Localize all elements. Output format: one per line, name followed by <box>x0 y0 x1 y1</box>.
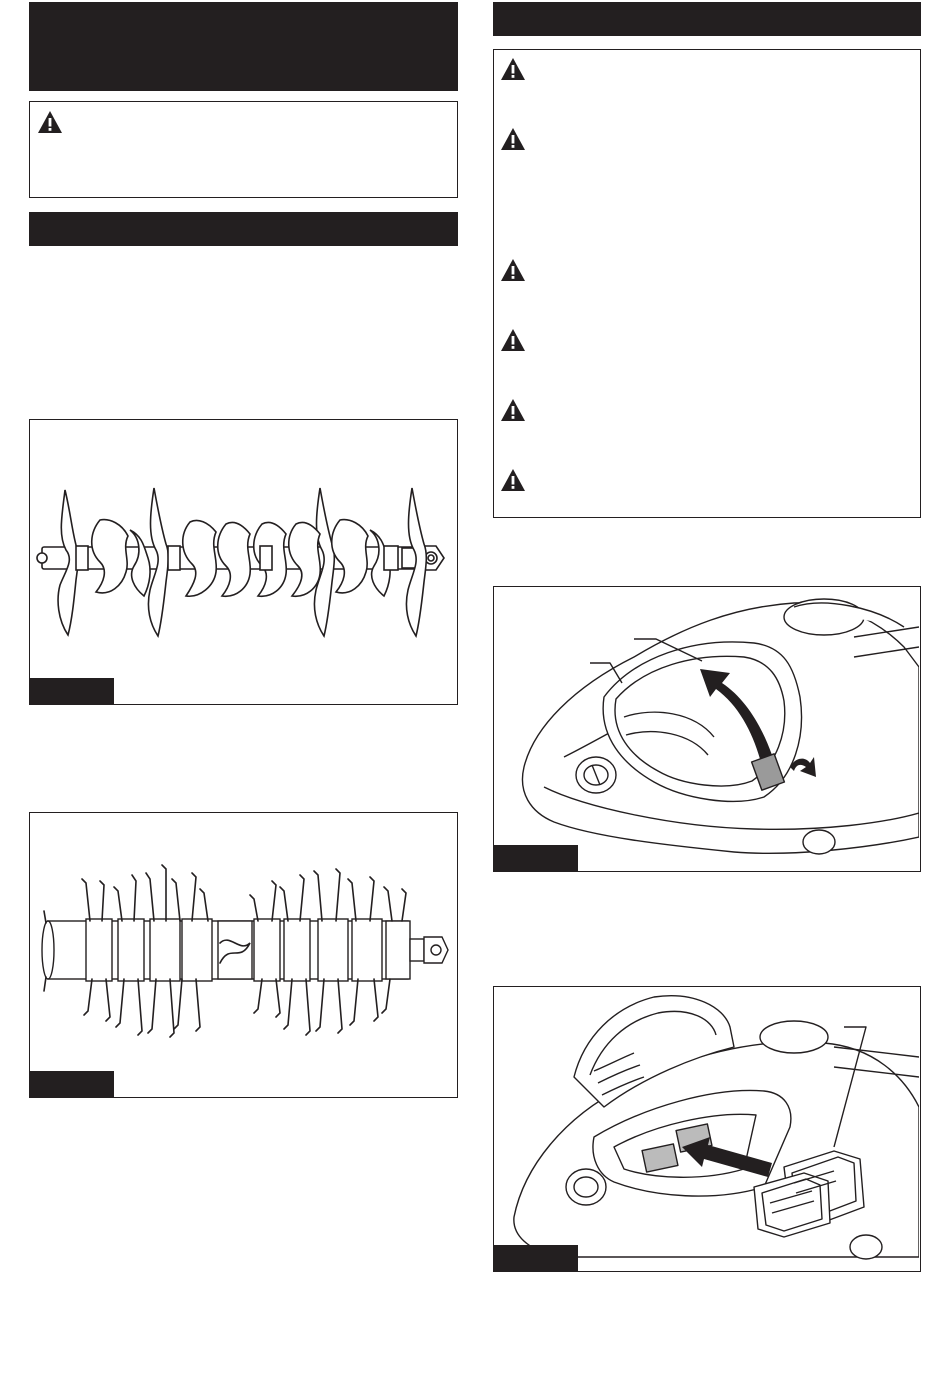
warning-triangle-icon <box>500 57 526 81</box>
warning-triangle-icon <box>500 328 526 352</box>
figure-tag <box>30 678 114 704</box>
warning-triangle-icon <box>500 468 526 492</box>
blade-roller-drawing <box>30 420 456 703</box>
warning-triangle-icon <box>500 127 526 151</box>
left-warning-box <box>29 101 458 198</box>
figure-insert-battery <box>493 986 921 1272</box>
figure-tine-roller <box>29 812 458 1098</box>
figure-tag <box>494 1245 578 1271</box>
warning-triangle-icon <box>37 110 63 134</box>
warning-triangle-icon <box>500 398 526 422</box>
insert-battery-drawing <box>494 987 919 1270</box>
left-section-bar <box>29 212 458 246</box>
tine-roller-drawing <box>30 813 456 1096</box>
left-title-block <box>29 2 458 91</box>
warning-triangle-icon <box>500 258 526 282</box>
figure-open-battery-cover <box>493 586 921 872</box>
figure-tag <box>494 845 578 871</box>
right-section-bar <box>493 2 921 36</box>
open-cover-drawing <box>494 587 919 870</box>
figure-blade-roller <box>29 419 458 705</box>
figure-tag <box>30 1071 114 1097</box>
right-warning-box <box>493 49 921 518</box>
